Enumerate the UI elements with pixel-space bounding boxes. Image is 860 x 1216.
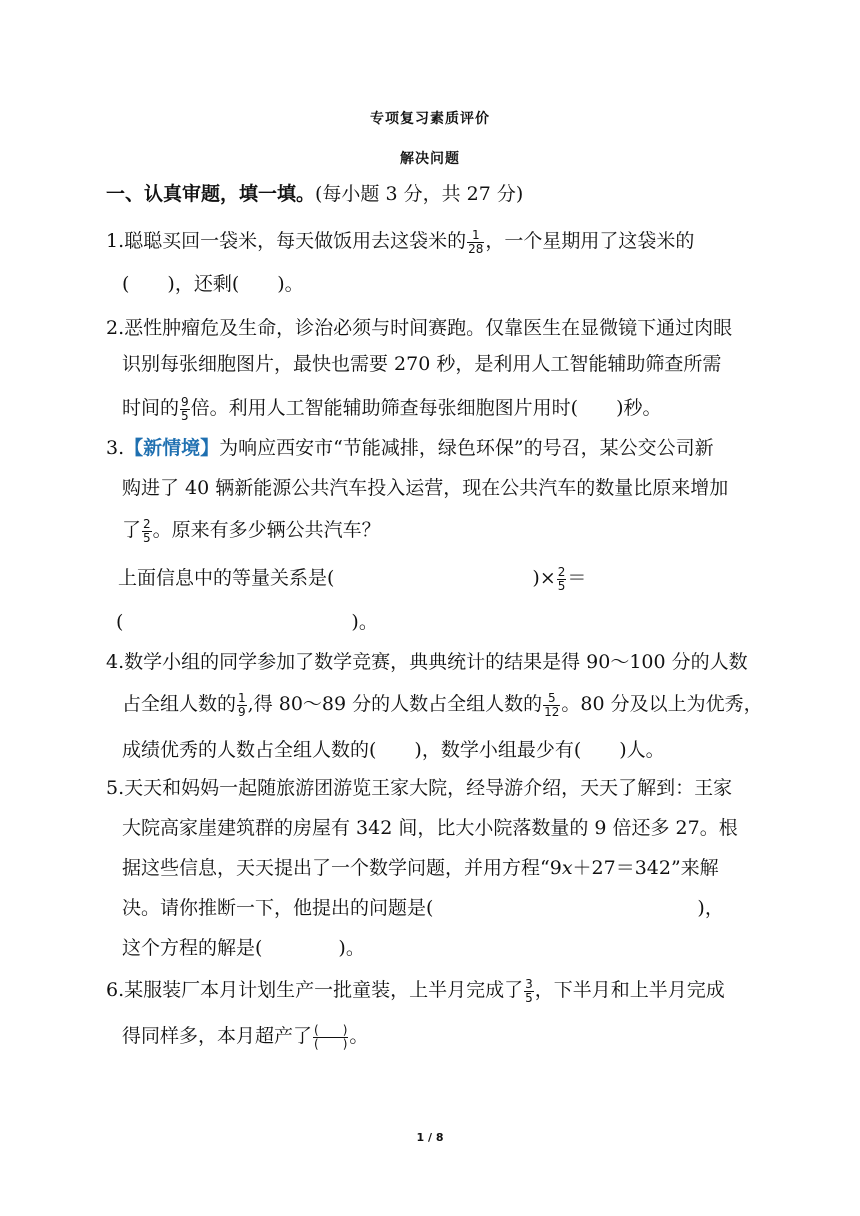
- section-heading: 一、认真审题，填一填。: [106, 183, 316, 205]
- question-1-line-1: [106, 227, 694, 256]
- q3-fraction: [142, 518, 152, 545]
- q4-frac2-num: 5: [543, 692, 560, 706]
- q3-relation-fraction: [557, 566, 567, 593]
- question-6-line-1: [106, 976, 725, 1005]
- q6-answer-num: ( ): [314, 1022, 348, 1037]
- q2-frac-num: 9: [181, 394, 189, 409]
- q6-text-c: 得同样多，本月超产了: [122, 1025, 313, 1047]
- question-5-line-5: 这个方程的解是( )。: [122, 937, 365, 959]
- document-title: 专项复习素质评价: [370, 111, 490, 127]
- q1-frac-num: 1: [467, 229, 484, 243]
- q1-fraction: [467, 229, 484, 256]
- q4-fraction-1: [237, 692, 247, 719]
- q4-text-c: 。80 分及以上为优秀，: [561, 693, 763, 715]
- section-heading-row: [106, 180, 523, 208]
- q2-text-a: 时间的: [122, 397, 180, 419]
- question-2-line-1: 2.恶性肿瘤危及生命，诊治必须与时间赛跑。仅靠医生在显微镜下通过肉眼: [106, 317, 733, 339]
- q1-text-b: ，一个星期用了这袋米的: [485, 230, 695, 252]
- question-3-line-3: [122, 516, 381, 545]
- q6-frac-num: 3: [525, 976, 533, 991]
- q6-text-a: 6.某服装厂本月计划生产一批童装，上半月完成了: [106, 979, 524, 1001]
- question-5-line-2: 大院高家崖建筑群的房屋有 342 间，比大小院落数量的 9 倍还多 27。根: [122, 817, 738, 839]
- question-3-line-2: 购进了 40 辆新能源公共汽车投入运营，现在公共汽车的数量比原来增加: [122, 477, 729, 499]
- q4-text-b: ,得 80～89 分的人数占全组人数的: [247, 693, 543, 715]
- q4-fraction-2: [543, 692, 560, 719]
- q3-text-b: 。原来有多少辆公共汽车？: [152, 519, 381, 541]
- q1-text-a: 1.聪聪买回一袋米，每天做饭用去这袋米的: [106, 230, 467, 252]
- q3-relation-c: ＝: [567, 567, 587, 589]
- q4-frac2-den: 12: [544, 704, 560, 719]
- question-3-line-1: [106, 434, 714, 462]
- question-6-line-2: [122, 1022, 368, 1051]
- question-1-line-2: ( )，还剩( )。: [122, 273, 304, 295]
- q1-frac-den: 28: [468, 241, 484, 256]
- question-4-line-2: [122, 690, 763, 719]
- q5-text-3b: ＋27＝342”来解: [572, 857, 719, 879]
- q5-variable-x: x: [561, 857, 573, 879]
- q3-relation-b: )×: [532, 567, 556, 589]
- q2-frac-den: 5: [181, 408, 189, 423]
- q2-text-b: 倍。利用人工智能辅助筛查每张细胞图片用时( )秒。: [190, 397, 662, 419]
- q6-frac-den: 5: [525, 990, 533, 1005]
- question-5-line-4: [122, 894, 724, 922]
- q6-answer-den: ( ): [314, 1036, 348, 1051]
- q3-relation-frac-num: 2: [557, 564, 566, 579]
- q4-frac1-den: 9: [238, 704, 246, 719]
- q5-text-4a: 决。请你推断一下，他提出的问题是(: [122, 897, 434, 919]
- question-4-line-3: 成绩优秀的人数占全组人数的( )，数学小组最少有( )人。: [122, 739, 665, 761]
- q5-text-4b: )，: [697, 897, 724, 919]
- question-5-line-1: 5.天天和妈妈一起随旅游团游览王家大院，经导游介绍，天天了解到：王家: [106, 777, 733, 799]
- q6-fraction: [524, 978, 534, 1005]
- question-2-line-2: 识别每张细胞图片，最快也需要 270 秒，是利用人工智能辅助筛查所需: [122, 353, 722, 375]
- q3-relation-a: 上面信息中的等量关系是(: [118, 567, 335, 589]
- q3-text-1: 为响应西安市“节能减排，绿色环保”的号召，某公交公司新: [219, 437, 714, 459]
- q2-fraction: [180, 396, 190, 423]
- q3-text-a: 了: [122, 519, 142, 541]
- q5-text-3a: 据这些信息，天天提出了一个数学问题，并用方程“9: [122, 857, 562, 879]
- question-5-line-3: [122, 854, 719, 882]
- section-note: (每小题 3 分，共 27 分): [315, 183, 524, 205]
- q3-frac-num: 2: [143, 516, 151, 531]
- q3-relation-frac-den: 5: [557, 578, 566, 593]
- question-4-line-1: 4.数学小组的同学参加了数学竞赛，典典统计的结果是得 90～100 分的人数: [106, 651, 748, 673]
- q4-text-a: 占全组人数的: [122, 693, 237, 715]
- page-number: 1 / 8: [416, 1131, 444, 1144]
- q6-answer-fraction: [313, 1024, 348, 1051]
- q4-frac1-num: 1: [238, 690, 246, 705]
- q6-text-d: 。: [349, 1025, 369, 1047]
- question-3-relation-line-2: ( )。: [116, 611, 378, 633]
- q3-number: 3.: [106, 437, 125, 459]
- question-2-line-3: [122, 394, 661, 423]
- document-subtitle: 解决问题: [400, 151, 460, 167]
- q3-tag: 【新情境】: [124, 437, 220, 459]
- q3-frac-den: 5: [143, 530, 151, 545]
- q6-text-b: ，下半月和上半月完成: [534, 979, 725, 1001]
- question-3-relation: [118, 564, 586, 593]
